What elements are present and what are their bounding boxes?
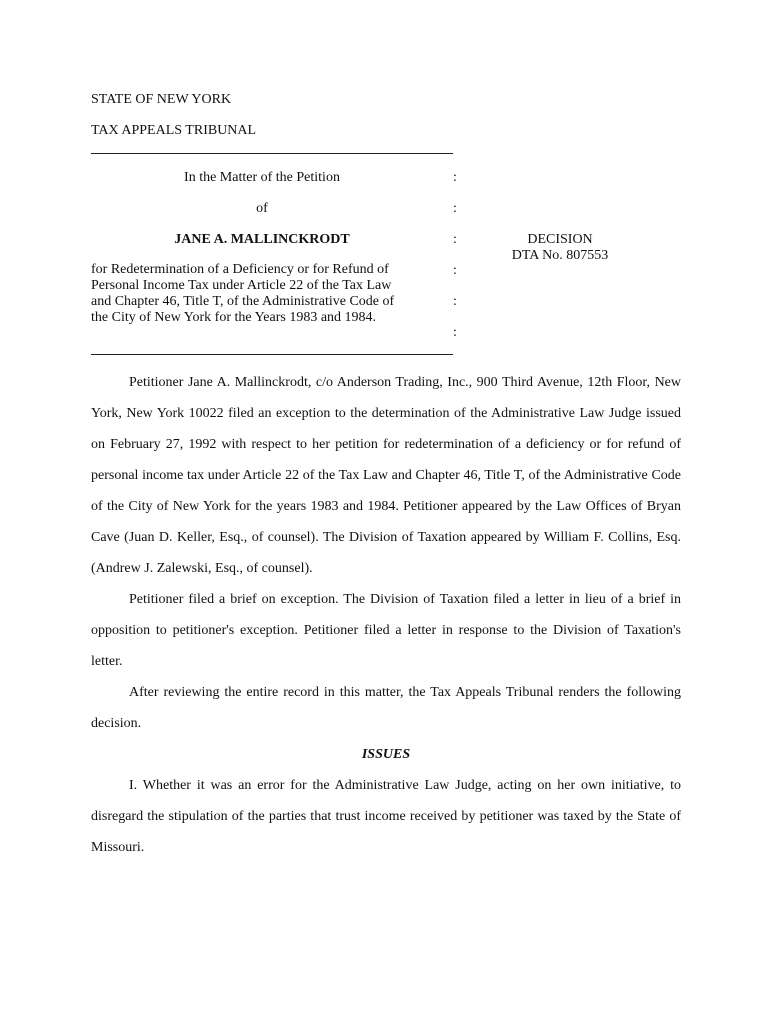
caption-colon: : [453,201,457,216]
caption-description: for Redetermination of a Deficiency or for Refund of Personal Income Tax under Article 22 of the Tax Law and Chapter 46, Title T, of the Administrative Code of the City of New York for the Years 1983 and 1984. [91,262,395,325]
tribunal-heading: TAX APPEALS TRIBUNAL [91,123,257,138]
briefs-paragraph: Petitioner filed a brief on exception. The Division of Taxation filed a letter in lieu of a brief in opposition to petitioner's exception. Petitioner filed a letter in response to the Division of Taxation's letter. [91,592,681,669]
decision-body [91,367,681,863]
review-paragraph: After reviewing the entire record in this matter, the Tax Appeals Tribunal renders the following decision. [91,685,681,731]
caption-top-rule [91,153,453,154]
caption-bottom-rule [91,354,453,355]
caption-colon: : [453,232,457,247]
caption-colon: : [453,294,457,309]
opening-paragraph: Petitioner Jane A. Mallinckrodt, c/o Anderson Trading, Inc., 900 Third Avenue, 12th Floor, New York, New York 10022 filed an exception to the determination of the Administrative Law Judge issued on February 27, 1992 with respect to her petition for redetermination of a deficiency or for refund of personal income tax under Article 22 of the Tax Law and Chapter 46, Title T, of the Administrative Code of the City of New York for the years 1983 and 1984. Petitioner appeared by the Law Offices of Bryan Cave (Juan D. Keller, Esq., of counsel). The Division of Taxation appeared by William F. Collins, Esq. (Andrew J. Zalewski, Esq., of counsel). [91,375,681,576]
caption-of-line: of [256,201,268,216]
issues-heading: ISSUES [361,747,411,762]
issue-one-paragraph: I. Whether it was an error for the Administrative Law Judge, acting on her own initiative, to disregard the stipulation of the parties that trust income received by petitioner was taxed by the State of Missouri. [91,778,681,855]
caption-petitioner-name: JANE A. MALLINCKRODT [174,232,350,247]
caption-colon: : [453,263,457,278]
caption-matter-line: In the Matter of the Petition [184,170,340,185]
caption-colon: : [453,325,457,340]
dta-number: DTA No. 807553 [511,248,609,263]
state-heading: STATE OF NEW YORK [91,92,232,107]
caption-colon: : [453,170,457,185]
decision-label: DECISION [527,232,593,247]
